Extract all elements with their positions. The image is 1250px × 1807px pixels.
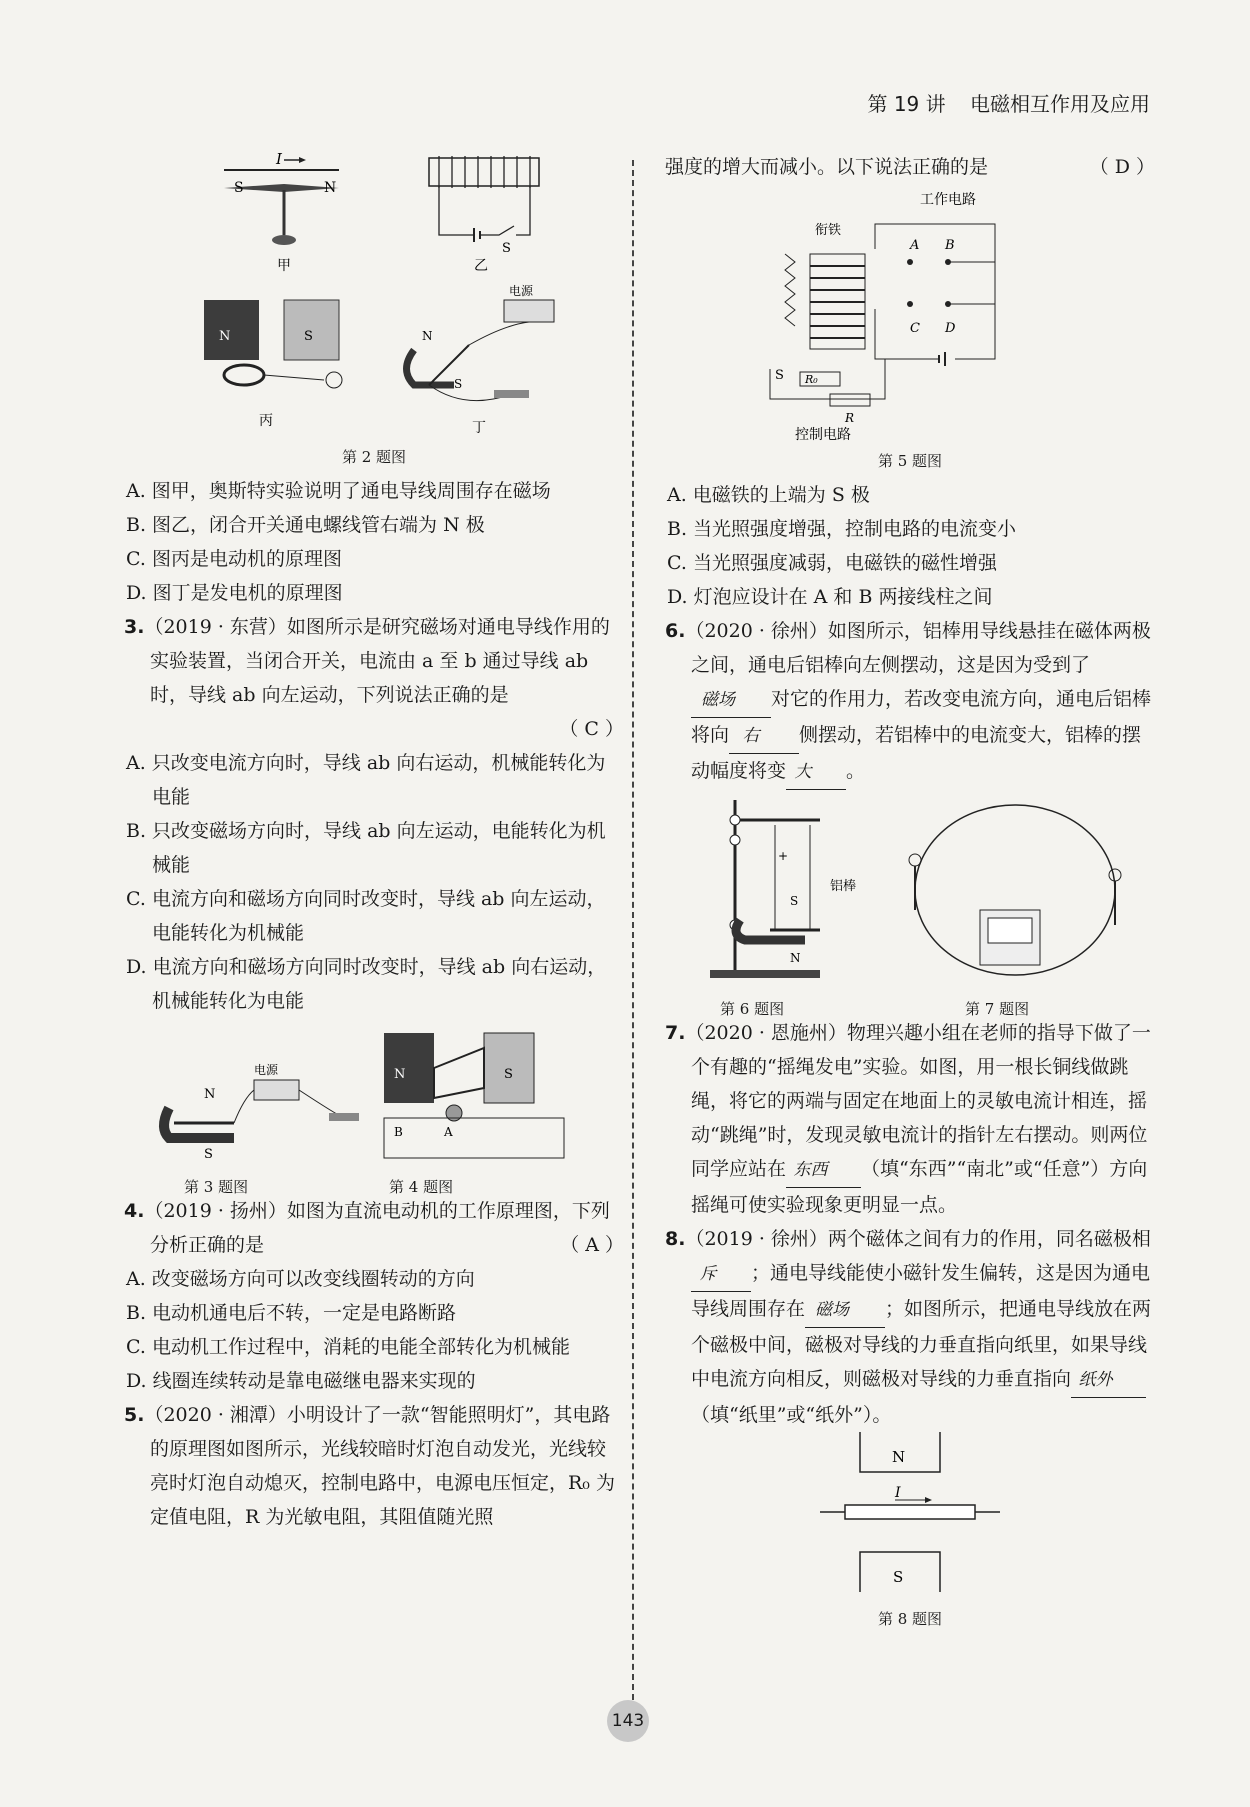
svg-text:C: C — [910, 321, 920, 336]
q8-fill-1: 斥 — [691, 1257, 751, 1292]
svg-text:S: S — [234, 180, 244, 196]
label-south: S — [893, 1568, 904, 1586]
figure-5 — [745, 184, 1075, 444]
svg-text:S: S — [304, 329, 313, 344]
q7-fill-1: 东西 — [786, 1153, 861, 1188]
figure-8 — [800, 1432, 1020, 1602]
q6-fill-1: 磁场 — [691, 683, 771, 718]
label-yi: 乙 — [474, 258, 488, 274]
label-power: 电源 — [509, 284, 534, 298]
svg-text:N: N — [394, 1067, 406, 1082]
label-control-circuit: 控制电路 — [795, 427, 851, 443]
question-3: 3.（2019 · 东营）如图所示是研究磁场对通电导线作用的实验装置，当闭合开关，电流由 a 至 b 通过导线 ab 时，导线 ab 向左运动，下列说法正确的是 — [124, 616, 610, 706]
label-ding: 丁 — [472, 420, 486, 436]
q3-answer: （ C ） — [559, 718, 624, 740]
svg-text:N: N — [219, 329, 231, 344]
svg-text:B: B — [394, 1125, 403, 1139]
figure-5-caption: 第 5 题图 — [877, 452, 943, 470]
svg-text:A: A — [910, 238, 920, 253]
page-number: 143 — [607, 1700, 649, 1742]
q3-option-d: D. 电流方向和磁场方向同时改变时，导线 ab 向右运动，机械能转化为电能 — [126, 956, 607, 1012]
question-6: 6.（2020 · 徐州）如图所示，铝棒用导线悬挂在磁体两极之间，通电后铝棒向左侧摆动，这是因为受到了磁场 对它的作用力，若改变电流方向，通电后铝棒将向 右 侧摆动，若铝棒中的电流变大，铝棒的摆动幅度将变 大 。 — [665, 614, 1155, 790]
q2-option-a: A. 图甲，奥斯特实验说明了通电导线周围存在磁场 — [126, 480, 551, 502]
svg-text:I: I — [276, 150, 282, 168]
lecture-title: 电磁相互作用及应用 — [970, 92, 1150, 116]
q6-fill-2: 右 — [729, 719, 799, 754]
lecture-number: 第 19 讲 — [867, 92, 946, 116]
q5-stem: （2020 · 湘潭）小明设计了一款“智能照明灯”，其电路的原理图如图所示，光线较暗时灯泡自动发光，光线较亮时灯泡自动熄灭，控制电路中，电源电压恒定，R₀ 为定值电阻，R 为光敏电阻，其阻值随光照 — [144, 1404, 615, 1528]
column-divider — [632, 160, 634, 1700]
q5-option-b: B. 当光照强度增强，控制电路的电流变小 — [667, 518, 1017, 540]
q4-option-c: C. 电动机工作过程中，消耗的电能全部转化为机械能 — [126, 1336, 570, 1358]
q4-stem: （2019 · 扬州）如图为直流电动机的工作原理图，下列分析正确的是 — [144, 1200, 610, 1256]
svg-text:S: S — [790, 894, 799, 908]
q2-option-b: B. 图乙，闭合开关通电螺线管右端为 N 极 — [126, 514, 485, 536]
figure-2-caption: 第 2 题图 — [341, 448, 407, 466]
svg-text:电源: 电源 — [254, 1063, 279, 1077]
q4-option-b: B. 电动机通电后不转，一定是电路断路 — [126, 1302, 457, 1324]
q5-stem-continued: 强度的增大而减小。以下说法正确的是 （ D ） — [665, 150, 1155, 184]
label-jia: 甲 — [277, 258, 291, 274]
figure-7-caption: 第 7 题图 — [965, 1000, 1030, 1018]
q5-option-a: A. 电磁铁的上端为 S 极 — [667, 484, 870, 506]
q3-option-c: C. 电流方向和磁场方向同时改变时，导线 ab 向左运动，电能转化为机械能 — [126, 888, 606, 944]
figure-4-caption: 第 4 题图 — [389, 1178, 454, 1196]
figure-6-caption: 第 6 题图 — [720, 1000, 785, 1018]
question-5: 5.（2020 · 湘潭）小明设计了一款“智能照明灯”，其电路的原理图如图所示，光线较暗时灯泡自动发光，光线较亮时灯泡自动熄灭，控制电路中，电源电压恒定，R₀ 为定值电阻，R 为光敏电阻，其阻值随光照 — [124, 1404, 615, 1528]
figure-3-4 — [144, 1018, 604, 1168]
svg-text:R₀: R₀ — [805, 373, 818, 386]
right-column — [665, 150, 1155, 1636]
figure-2 — [164, 150, 584, 440]
svg-text:R: R — [845, 411, 855, 425]
svg-text:S: S — [204, 1147, 213, 1162]
q3-option-b: B. 只改变磁场方向时，导线 ab 向左运动，电能转化为机械能 — [126, 820, 606, 876]
q3-option-a: A. 只改变电流方向时，导线 ab 向右运动，机械能转化为电能 — [126, 752, 606, 808]
question-4: 4.（2019 · 扬州）如图为直流电动机的工作原理图，下列分析正确的是 — [124, 1200, 610, 1256]
svg-text:D: D — [945, 321, 956, 336]
svg-text:S: S — [502, 241, 511, 256]
svg-text:N: N — [422, 329, 433, 343]
svg-text:N: N — [790, 951, 801, 965]
q4-option-d: D. 线圈连续转动是靠电磁继电器来实现的 — [126, 1370, 476, 1392]
figure-6-7 — [680, 790, 1140, 990]
question-8: 8.（2019 · 徐州）两个磁体之间有力的作用，同名磁极相斥 ；通电导线能使小磁针发生偏转，这是因为通电导线周围存在 磁场 ；如图所示，把通电导线放在两个磁极中间，磁极对导线的力垂直指向纸里，如果导线中电流方向相反，则磁极对导线的力垂直指向 纸外（填“纸里”或“纸外”）。 — [665, 1228, 1152, 1426]
q5-option-d: D. 灯泡应设计在 A 和 B 两接线柱之间 — [667, 586, 993, 608]
question-7: 7.（2020 · 恩施州）物理兴趣小组在老师的指导下做了一个有趣的“摇绳发电”实验。如图，用一根长铜线做跳绳，将它的两端与固定在地面上的灵敏电流计相连，摇动“跳绳”时，发现灵敏电流计的指针左右摆动。则两位同学应站在 东西 （填“东西”“南北”或“任意”）方向摇绳可使实验现象更明显一点。 — [665, 1022, 1151, 1216]
svg-text:B: B — [945, 238, 955, 253]
q2-option-d: D. 图丁是发电机的原理图 — [126, 582, 343, 604]
svg-text:+: + — [778, 849, 789, 863]
label-aluminum-rod: 铝棒 — [830, 879, 857, 894]
q5-option-c: C. 当光照强度减弱，电磁铁的磁性增强 — [667, 552, 997, 574]
page-header — [867, 88, 1150, 117]
figure-8-caption: 第 8 题图 — [877, 1610, 943, 1628]
svg-text:A: A — [444, 1125, 453, 1139]
svg-text:S: S — [504, 1067, 513, 1082]
label-work-circuit: 工作电路 — [920, 192, 976, 208]
svg-text:N: N — [204, 1087, 216, 1102]
label-north: N — [892, 1448, 906, 1466]
q5-answer: （ D ） — [1089, 156, 1155, 178]
label-bing: 丙 — [259, 413, 273, 429]
q4-option-a: A. 改变磁场方向可以改变线圈转动的方向 — [126, 1268, 475, 1290]
left-column — [124, 150, 624, 1534]
label-current: I — [895, 1485, 901, 1501]
q8-fill-2: 磁场 — [805, 1293, 885, 1328]
q4-answer: （ A ） — [560, 1234, 624, 1256]
q3-stem: （2019 · 东营）如图所示是研究磁场对通电导线作用的实验装置，当闭合开关，电流由 a 至 b 通过导线 ab 时，导线 ab 向左运动，下列说法正确的是 — [144, 616, 610, 706]
svg-text:S: S — [775, 368, 784, 383]
q2-option-c: C. 图丙是电动机的原理图 — [126, 548, 342, 570]
label-armature: 衔铁 — [815, 223, 842, 238]
figure-3-caption: 第 3 题图 — [184, 1178, 249, 1196]
svg-text:S: S — [454, 377, 463, 391]
q6-fill-3: 大 — [786, 755, 846, 790]
q8-fill-3: 纸外 — [1071, 1363, 1146, 1398]
svg-text:N: N — [324, 180, 337, 196]
